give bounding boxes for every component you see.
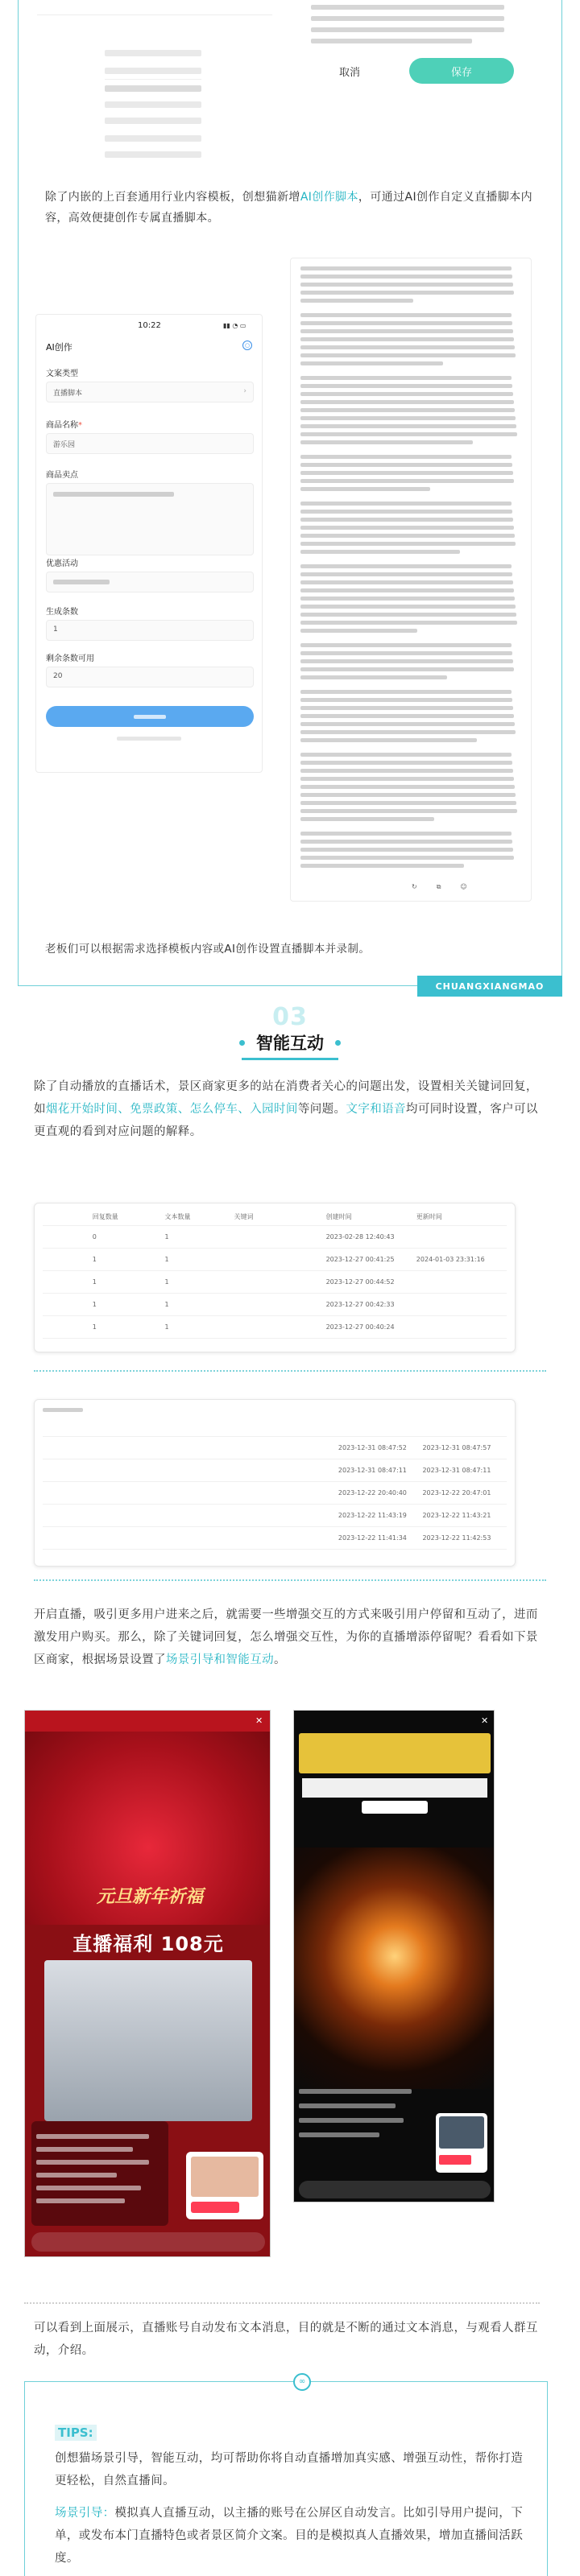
list-divider — [105, 79, 201, 80]
product-image — [191, 2157, 259, 2197]
comment-header-row — [43, 1419, 507, 1437]
required-mark: * — [78, 421, 82, 430]
script-text-line — [300, 424, 516, 428]
script-text-line — [300, 580, 513, 584]
table-row[interactable] — [43, 1249, 507, 1271]
comment-panel — [299, 2089, 420, 2178]
tips-line: 创想猫场景引导，智能互动，均可帮助你将自动直播增加真实感、增强互动性，帮你打造更轻松，自然直播间。 — [55, 2452, 524, 2487]
guide-label: 场景引导： — [55, 2507, 115, 2520]
script-text-line — [300, 564, 512, 568]
script-text-line — [300, 848, 513, 852]
intro-text: 除了内嵌的上百套通用行业内容模板，创想猫新增 — [45, 191, 300, 204]
list-header-left — [44, 2, 92, 11]
cancel-label: 取消 — [338, 66, 360, 79]
script-text-line — [300, 753, 512, 757]
product-card[interactable] — [186, 2152, 263, 2219]
template-item[interactable] — [105, 68, 201, 74]
table-cell: 2023-12-22 11:43:21 — [422, 1512, 491, 1519]
section-title: 智能互动 — [256, 1034, 324, 1053]
tag-badge — [362, 1801, 428, 1814]
type-field — [46, 366, 254, 402]
product-card[interactable] — [436, 2113, 487, 2173]
tips-title-text: TIPS: — [58, 2425, 93, 2440]
table-cell: 1 — [92, 1301, 97, 1308]
page-title: AI创作 — [46, 342, 72, 353]
script-text-block — [300, 266, 523, 878]
script-text-line — [300, 353, 516, 357]
banner-subtitle: 元旦新年祈福 — [96, 1887, 203, 1907]
script-text-line — [300, 479, 514, 483]
script-text-line — [300, 777, 514, 781]
script-text-line — [300, 698, 512, 702]
table-cell: 1 — [92, 1323, 97, 1331]
input-bar[interactable] — [31, 2232, 265, 2252]
points-text-line — [53, 492, 174, 497]
script-text-line — [300, 463, 512, 467]
brand-tag-text: CHUANGXIANGMAO — [435, 980, 545, 992]
table-cell: 1 — [164, 1301, 169, 1308]
script-text-line — [300, 675, 447, 679]
generate-button[interactable] — [46, 706, 254, 727]
table-cell: 2023-12-27 00:41:25 — [325, 1256, 395, 1263]
script-text-line — [300, 730, 516, 734]
type-select[interactable] — [46, 382, 254, 402]
column-header: 更新时间 — [416, 1213, 442, 1220]
table-cell: 1 — [164, 1278, 169, 1286]
tips-guide — [55, 2502, 530, 2570]
column-header: 文本数量 — [164, 1213, 191, 1220]
script-text-line — [300, 400, 514, 404]
engage-text: 开启直播，吸引更多用户进来之后，就需要一些增强交互的方式来吸引用户停留和互动了，进而激发用户购买。那么，除了关键词回复，怎么增强交互性，为你的直播增添停留呢？看看如下景区商家，根据场景设置了 — [34, 1608, 538, 1666]
table-row[interactable] — [43, 1316, 507, 1339]
script-text-line — [300, 714, 514, 718]
list-header-right[interactable] — [238, 2, 263, 11]
save-button[interactable] — [409, 58, 514, 84]
comment-table-title — [43, 1405, 507, 1416]
table-cell: 2023-12-27 00:40:24 — [325, 1323, 395, 1331]
script-text-line — [300, 809, 517, 813]
regenerate-icon[interactable]: ↻ — [412, 883, 417, 890]
chat-line — [36, 2160, 149, 2165]
comment-table — [34, 1399, 516, 1567]
big-ticket-text — [57, 2000, 239, 2065]
column-header: 回复数量 — [92, 1213, 118, 1220]
tips-ornament: ∞ — [293, 2373, 311, 2391]
template-item[interactable] — [105, 151, 201, 158]
footer-note — [117, 735, 181, 743]
banner-title — [81, 1839, 218, 1878]
template-list-card — [37, 0, 272, 121]
script-text-line — [300, 337, 514, 341]
script-text-line — [300, 345, 515, 349]
table-row[interactable] — [43, 1482, 507, 1505]
count-input[interactable]: 1 — [46, 620, 254, 641]
table-row[interactable] — [43, 1505, 507, 1527]
chat-line — [299, 2118, 404, 2123]
script-text-line — [300, 801, 516, 805]
table-cell: 1 — [164, 1256, 169, 1263]
script-text-line — [300, 629, 417, 633]
script-text-line — [300, 376, 512, 380]
comment-title-line — [43, 1408, 83, 1412]
engage-highlight: 场景引导和智能互动 — [165, 1653, 275, 1666]
template-item[interactable] — [105, 50, 201, 56]
table-row[interactable] — [43, 1437, 507, 1459]
dialog-text-line — [311, 39, 472, 43]
close-icon[interactable]: ✕ — [255, 1715, 263, 1726]
chat-line — [36, 2147, 133, 2152]
points-field — [46, 468, 254, 555]
script-text-line — [300, 621, 517, 625]
table-cell: 2023-12-22 20:47:01 — [422, 1489, 491, 1496]
right-phone-screenshot — [293, 1710, 495, 2202]
script-text-line — [300, 605, 516, 609]
chat-line — [299, 2103, 396, 2108]
type-label: 文案类型 — [46, 369, 78, 378]
table-cell: 2023-12-31 08:47:11 — [422, 1467, 491, 1474]
script-text-line — [300, 432, 517, 436]
section-title-row — [161, 1030, 419, 1055]
dotted-divider — [34, 1370, 546, 1372]
chat-line — [299, 2089, 412, 2094]
script-text-line — [300, 534, 515, 538]
column-header: 关键词 — [234, 1213, 254, 1220]
dotted-divider — [24, 2302, 540, 2304]
chat-message — [36, 2129, 157, 2218]
fireworks-image — [294, 1847, 495, 2089]
tips-title — [55, 2425, 97, 2441]
script-actions — [412, 883, 524, 894]
chat-line — [36, 2134, 149, 2139]
script-text-line — [300, 613, 516, 617]
intro-text-end: ，可通过AI创作自定义直播脚本内容，高效便捷创作专属直播脚本。 — [45, 191, 533, 225]
keyword-table-body — [43, 1208, 507, 1339]
script-text-line — [300, 487, 430, 491]
close-icon[interactable]: ✕ — [481, 1715, 489, 1726]
table-cell: 1 — [92, 1256, 97, 1263]
generate-label-line — [134, 715, 166, 719]
script-text-line — [300, 392, 513, 396]
script-text-line — [300, 440, 473, 444]
script-text-line — [300, 588, 514, 592]
script-text-line — [300, 550, 460, 554]
script-text-line — [300, 572, 512, 576]
table-cell: 1 — [164, 1323, 169, 1331]
template-item[interactable] — [105, 101, 201, 108]
dialog-text-line — [311, 27, 504, 32]
template-item[interactable] — [105, 135, 201, 142]
name-field — [46, 418, 254, 454]
interaction-text: 均可同时设置，客户可以更直观的看到对应问题的解释。 — [34, 1103, 538, 1138]
list-divider — [37, 14, 272, 15]
script-text-line — [300, 659, 513, 663]
template-item[interactable] — [105, 118, 201, 124]
script-text-line — [300, 471, 513, 475]
script-text-line — [300, 283, 513, 287]
script-text-line — [300, 597, 515, 601]
points-label: 商品卖点 — [46, 471, 78, 480]
points-textarea[interactable] — [46, 483, 254, 555]
script-text-line — [300, 329, 513, 333]
script-text-line — [300, 518, 513, 522]
engage-text-end: 。 — [274, 1653, 286, 1666]
footer-note-line — [117, 737, 181, 741]
script-output-card — [290, 258, 532, 902]
price-banner: 直播福利 108元 — [72, 1933, 224, 1955]
count-label: 生成条数 — [46, 608, 78, 617]
product-image — [439, 2116, 484, 2149]
dot-icon — [239, 1040, 245, 1046]
table-cell: 0 — [92, 1233, 97, 1241]
dot-icon — [335, 1040, 341, 1046]
interaction-paragraph — [34, 1075, 546, 1143]
script-text-line — [300, 408, 515, 412]
name-input[interactable]: 游乐园 — [46, 433, 254, 454]
chat-line — [36, 2198, 125, 2203]
script-text-line — [300, 291, 514, 295]
interaction-highlight: 文字和语音 — [346, 1103, 406, 1116]
interaction-highlight: 烟花开始时间、免票政策、怎么停车、入园时间 — [45, 1103, 298, 1116]
status-time: 10:22 — [138, 321, 161, 330]
offer-text-line — [53, 580, 110, 584]
table-cell: 2023-12-22 20:40:40 — [338, 1489, 407, 1496]
script-text-line — [300, 832, 512, 836]
script-text-line — [300, 455, 512, 459]
offer-field — [46, 556, 254, 592]
words-label: 剩余条数可用 — [46, 654, 94, 663]
script-text-line — [300, 690, 512, 694]
words-field — [46, 651, 254, 687]
script-text-line — [300, 416, 516, 420]
edit-dialog — [293, 0, 525, 89]
script-text-line — [300, 526, 514, 530]
comment-table-body — [43, 1419, 507, 1550]
script-text-line — [300, 761, 512, 765]
table-cell: 2023-12-31 08:47:11 — [338, 1467, 407, 1474]
closing-line: 老板们可以根据需求选择模板内容或AI创作设置直播脚本并录制。 — [45, 943, 371, 956]
engage-paragraph — [34, 1604, 546, 1671]
script-text-line — [300, 793, 516, 797]
dialog-text-line — [311, 16, 504, 21]
like-icon[interactable]: ☺ — [460, 883, 467, 890]
save-label: 保存 — [450, 66, 472, 79]
words-input[interactable]: 20 — [46, 667, 254, 687]
table-cell: 2024-01-03 23:31:16 — [416, 1256, 485, 1263]
script-text-line — [300, 502, 512, 506]
product-price — [439, 2155, 471, 2165]
status-icons: ▮▮ ◔ ▭ — [223, 322, 246, 329]
chat-line — [36, 2186, 141, 2190]
offer-input[interactable] — [46, 572, 254, 592]
chat-line — [299, 2132, 379, 2137]
table-cell: 2023-12-22 11:41:34 — [338, 1534, 407, 1542]
template-item[interactable] — [105, 85, 201, 92]
guide-text: 模拟真人直播互动，以主播的账号在公屏区自动发言。比如引导用户提问，下单，或发布本门直播特色或者景区简介文案。目的是模拟真人直播效果，增加直播间活跃度。 — [55, 2507, 524, 2565]
brand-tag — [417, 976, 562, 997]
left-phone-screenshot — [24, 1710, 271, 2257]
offer-label: 优惠活动 — [46, 559, 78, 568]
top-bar — [25, 1711, 271, 1732]
recap-paragraph: 可以看到上面展示，直播账号自动发布文本消息，目的就是不断的通过文本消息，与观看人群互动，介绍。 — [34, 2322, 538, 2357]
type-value: 直播脚本 — [53, 390, 83, 398]
script-text-line — [300, 840, 512, 844]
dotted-divider — [34, 1579, 546, 1581]
table-cell: 2023-12-31 08:47:52 — [338, 1444, 407, 1451]
script-text-line — [300, 321, 512, 325]
keyword-table — [34, 1203, 516, 1352]
script-text-line — [300, 266, 512, 270]
cancel-button[interactable] — [309, 58, 390, 84]
table-cell: 1 — [92, 1278, 97, 1286]
keyword-header-row — [43, 1208, 507, 1226]
script-text-line — [300, 275, 512, 279]
script-text-line — [300, 361, 443, 365]
interaction-text: 除了自动播放的直播话术，景区商家更多的站在消费者关心的问题出发，设置相关关键词回复，如 — [34, 1080, 538, 1116]
script-text-line — [300, 817, 434, 821]
script-text-line — [300, 864, 464, 868]
column-header: 创建时间 — [325, 1213, 352, 1220]
section-number: 03 — [272, 1003, 308, 1031]
headline-banner — [299, 1733, 491, 1773]
interaction-text: 等问题。 — [297, 1103, 346, 1116]
table-cell: 2023-12-27 00:44:52 — [325, 1278, 395, 1286]
table-cell: 2023-12-22 11:42:53 — [422, 1534, 491, 1542]
table-row[interactable] — [43, 1459, 507, 1482]
table-cell: 2023-12-27 00:42:33 — [325, 1301, 395, 1308]
info-icon[interactable]: ○ — [242, 341, 252, 350]
script-text-line — [300, 722, 515, 726]
chat-line — [36, 2173, 117, 2178]
script-text-line — [300, 785, 515, 789]
name-label — [46, 418, 254, 430]
script-text-line — [300, 738, 477, 742]
script-text-line — [300, 769, 513, 773]
script-text-line — [300, 706, 513, 710]
ai-script-highlight: AI创作脚本 — [300, 191, 358, 204]
table-cell: 2023-02-28 12:40:43 — [325, 1233, 395, 1241]
dialog-text-line — [311, 5, 504, 10]
ai-form-screenshot — [35, 314, 263, 773]
script-text-line — [300, 299, 413, 303]
intro-paragraph — [45, 187, 533, 229]
title-underline — [242, 1058, 338, 1060]
table-cell: 2023-12-22 11:43:19 — [338, 1512, 407, 1519]
script-text-line — [300, 667, 514, 671]
product-tag — [191, 2202, 239, 2213]
chevron-right-icon: › — [243, 387, 246, 395]
subline-banner — [302, 1778, 487, 1798]
input-bar[interactable] — [299, 2181, 491, 2198]
table-row[interactable] — [43, 1271, 507, 1294]
table-row[interactable] — [43, 1527, 507, 1550]
script-text-line — [300, 313, 512, 317]
script-text-line — [300, 510, 512, 514]
script-text-line — [300, 856, 514, 860]
table-cell: 1 — [164, 1233, 169, 1241]
script-text-line — [300, 651, 512, 655]
script-text-line — [300, 542, 516, 546]
script-text-line — [300, 384, 512, 388]
table-row[interactable] — [43, 1294, 507, 1316]
count-field — [46, 605, 254, 641]
table-row[interactable] — [43, 1226, 507, 1249]
script-text-line — [300, 643, 512, 647]
copy-icon[interactable]: ⧉ — [436, 883, 441, 890]
table-cell: 2023-12-31 08:47:57 — [422, 1444, 491, 1451]
name-label-text: 商品名称 — [46, 421, 78, 430]
